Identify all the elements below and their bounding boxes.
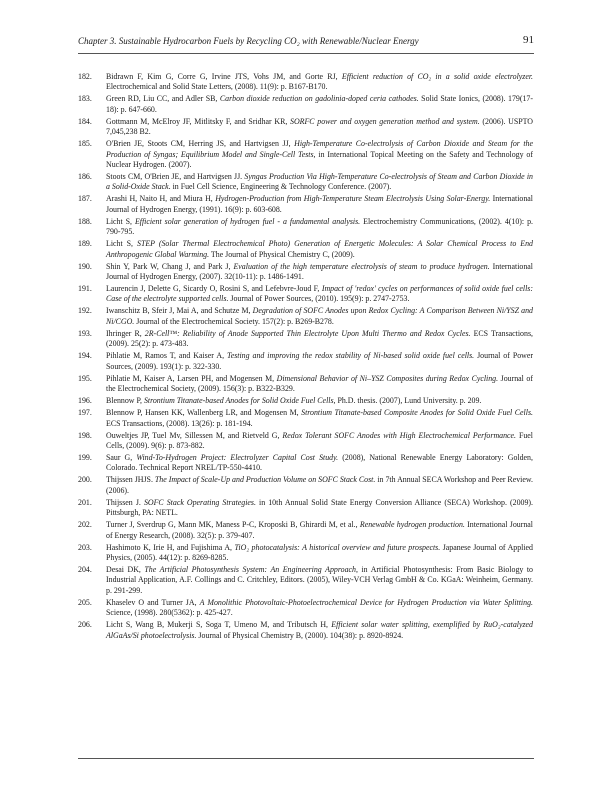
reference-title: Strontium Titanate-based Anodes for Solid Oxide Fuel Cells	[143, 396, 334, 406]
reference-item	[78, 117, 533, 138]
reference-title: Efficient solar water splitting, exemplified by RuO₂-catalyzed AlGaAs/Si photoelectrolysis.	[106, 620, 533, 640]
reference-title: 2R-Cell™: Reliability of Anode Supported Thin Electrolyte Upon Multi Thermo and Redox Cycles.	[144, 328, 471, 338]
reference-number: 190.	[78, 261, 92, 271]
reference-number: 199.	[78, 452, 92, 462]
reference-item	[78, 139, 533, 170]
reference-source: (2006). USPTO 7,045,238 B2.	[106, 116, 533, 137]
reference-item	[78, 431, 533, 452]
reference-item	[78, 598, 533, 619]
reference-authors: Licht S,	[106, 216, 135, 226]
reference-authors: Arashi H, Naito H, and Miura H,	[106, 194, 216, 204]
header-rule	[78, 53, 534, 54]
reference-title: SORFC power and oxygen generation method and system.	[290, 116, 480, 126]
reference-title: SOFC Stack Operating Strategies.	[143, 497, 256, 507]
reference-authors: Thijssen J.	[106, 497, 144, 507]
reference-title: Efficient reduction of CO₂ in a solid oxide electrolyzer.	[341, 72, 533, 81]
reference-item	[78, 396, 533, 406]
reference-authors: Desai DK,	[106, 564, 145, 574]
reference-title: Renewable hydrogen production.	[359, 520, 465, 530]
reference-title: Carbon dioxide reduction on gadolinia-doped ceria cathodes.	[219, 94, 419, 104]
reference-title: Strontium Titanate-based Composite Anodes for Solid Oxide Fuel Cells.	[301, 408, 533, 418]
reference-authors: Ihringer R,	[106, 328, 145, 338]
reference-number: 206.	[78, 620, 92, 630]
reference-title: Testing and improving the redox stability of Ni-based solid oxide fuel cells.	[227, 351, 475, 361]
reference-source: Journal of Power Sources, (2010). 195(9): p. 2747-2753.	[228, 294, 410, 304]
reference-number: 183.	[78, 94, 92, 104]
reference-source: , in International Topical Meeting on the Safety and Technology of Nuclear Hydrogen. (2007).	[106, 149, 533, 170]
reference-authors: Saur G,	[106, 452, 137, 462]
reference-source: Electrochemistry Communications, (2002). 4(10): p. 790-795.	[106, 216, 533, 237]
chapter-title: Chapter 3. Sustainable Hydrocarbon Fuels by Recycling CO₂ with Renewable/Nuclear Energy	[78, 36, 419, 46]
reference-item	[78, 284, 533, 305]
reference-item	[78, 543, 533, 564]
reference-number: 196.	[78, 396, 92, 406]
reference-title: Evaluation of the high temperature electrolysis of steam to produce hydrogen.	[233, 261, 490, 271]
reference-authors: Thijssen JHJS.	[106, 475, 155, 485]
reference-source: The Journal of Physical Chemistry C, (2009).	[209, 249, 355, 259]
reference-item	[78, 72, 533, 93]
reference-source: International Journal of Hydrogen Energy, (2007). 32(10-11): p. 1486-1491.	[106, 261, 533, 282]
reference-title: The Artificial Photosynthesis System: An Engineering Approach	[144, 564, 356, 574]
reference-item	[78, 306, 533, 327]
reference-title: Dimensional Behavior of Ni–YSZ Composites during Redox Cycling.	[276, 373, 499, 383]
reference-authors: Bidrawn F, Kim G, Corre G, Irvine JTS, Vohs JM, and Gorte RJ,	[106, 72, 342, 81]
reference-title: Wind-To-Hydrogen Project: Electrolyzer Capital Cost Study.	[136, 452, 339, 462]
reference-number: 193.	[78, 328, 92, 338]
reference-source: International Journal of Hydrogen Energy, (1991). 16(9): p. 603-608.	[106, 194, 533, 214]
reference-item	[78, 194, 533, 215]
reference-number: 186.	[78, 172, 92, 182]
reference-source: International Journal of Energy Research, (2008). 32(5): p. 379-407.	[106, 520, 533, 540]
reference-item	[78, 374, 533, 395]
reference-number: 192.	[78, 306, 92, 316]
reference-item	[78, 329, 533, 350]
reference-number: 188.	[78, 216, 92, 226]
reference-number: 204.	[78, 564, 92, 574]
reference-item	[78, 408, 533, 429]
reference-title: TiO₂ photocatalysis: A historical overview and future prospects.	[234, 542, 441, 552]
reference-number: 198.	[78, 430, 92, 440]
reference-title: Degradation of SOFC Anodes upon Redox Cycling: A Comparison Between Ni/YSZ and Ni/CGO.	[106, 306, 533, 326]
reference-source: ECS Transactions, (2008). 13(26): p. 181-194.	[106, 418, 253, 428]
reference-number: 205.	[78, 597, 92, 607]
reference-source: in 7th Annual SECA Workshop and Peer Review. (2006).	[106, 475, 533, 495]
reference-authors: Pihlatie M, Ramos T, and Kaiser A,	[106, 351, 228, 361]
reference-authors: Ouweltjes JP, Tuel Mv, Sillessen M, and Rietveld G,	[106, 430, 283, 440]
reference-number: 197.	[78, 408, 92, 418]
reference-authors: Turner J, Sverdrup G, Mann MK, Maness P-C, Kroposki B, Ghirardi M, et al.,	[106, 520, 360, 530]
reference-number: 191.	[78, 284, 92, 294]
page-number: 91	[523, 34, 534, 46]
reference-number: 202.	[78, 520, 92, 530]
reference-source: Fuel Cells, (2009). 9(6): p. 873-882.	[106, 430, 533, 450]
reference-title: STEP (Solar Thermal Electrochemical Photo) Generation of Energetic Molecules: A Solar Chemical Process to End Anthropogenic Global Warming.	[106, 239, 533, 259]
reference-title: Syngas Production Via High-Temperature Co-electrolysis of Steam and Carbon Dioxide in a Solid-Oxide Stack	[106, 172, 533, 192]
reference-item	[78, 498, 533, 519]
reference-source: , Ph.D. thesis. (2007), Lund University. p. 209.	[333, 396, 482, 406]
reference-number: 194.	[78, 351, 92, 361]
reference-title: Impact of 'redox' cycles on performances of solid oxide fuel cells: Case of the electrolyte supported cells.	[106, 284, 533, 304]
reference-source: Journal of Power Sources, (2009). 193(1): p. 322-330.	[106, 351, 534, 371]
reference-authors: Pihlatie M, Kaiser A, Larsen PH, and Mogensen M,	[106, 373, 277, 383]
reference-number: 184.	[78, 116, 92, 126]
reference-number: 200.	[78, 475, 92, 485]
reference-item	[78, 262, 533, 283]
reference-authors: Shin Y, Park W, Chang J, and Park J,	[106, 261, 234, 271]
reference-authors: Laurencin J, Delette G, Sicardy O, Rosini S, and Lefebvre-Joud F,	[106, 284, 322, 294]
reference-item	[78, 217, 533, 238]
reference-title: Redox Tolerant SOFC Anodes with High Electrochemical Performance.	[282, 430, 517, 440]
reference-authors: Iwanschitz B, Sfeir J, Mai A, and Schutze M,	[106, 306, 253, 316]
reference-item	[78, 351, 533, 372]
reference-authors: Licht S, Wang B, Mukerji S, Soga T, Umeno M, and Tributsch H,	[106, 620, 332, 630]
reference-source: Science, (1998). 280(5362): p. 425-427.	[106, 608, 233, 618]
reference-authors: Licht S,	[106, 239, 137, 249]
reference-number: 185.	[78, 139, 92, 149]
reference-source: Journal of Physical Chemistry B, (2000). 104(38): p. 8920-8924.	[196, 630, 404, 640]
footer-rule	[78, 758, 534, 759]
reference-number: 195.	[78, 373, 92, 383]
reference-number: 203.	[78, 542, 92, 552]
reference-source: (2008), National Renewable Energy Laboratory: Golden, Colorado. Technical Report NREL/TP-550-4410.	[106, 452, 533, 473]
reference-authors: O'Brien JE, Stoots CM, Herring JS, and Hartvigsen JJ,	[106, 139, 295, 149]
reference-title: Efficient solar generation of hydrogen fuel - a fundamental analysis.	[134, 216, 361, 226]
reference-source: , in Artificial Photosynthesis: From Basic Biology to Industrial Application, A.F. Collings and C. Critchley, Editors. (2005), Wiley-VCH Verlag GmbH & Co. KGaA: Weinheim, Germany. p. 291-299.	[106, 564, 534, 595]
reference-number: 182.	[78, 72, 92, 81]
reference-authors: Hashimoto K, Irie H, and Fujishima A,	[106, 542, 235, 552]
reference-item	[78, 94, 533, 115]
reference-authors: Blennow P, Hansen KK, Wallenberg LR, and Mogensen M,	[106, 408, 302, 418]
reference-item	[78, 565, 533, 596]
reference-source: Journal of the Electrochemical Society. 157(2): p. B269-B278.	[134, 316, 334, 326]
reference-number: 187.	[78, 194, 92, 204]
reference-source: Electrochemical and Solid State Letters, (2008). 11(9): p. B167-B170.	[106, 82, 328, 92]
reference-list	[78, 72, 533, 643]
reference-number: 189.	[78, 239, 92, 249]
reference-source: . in Fuel Cell Science, Engineering & Technology Conference. (2007).	[168, 182, 392, 192]
reference-item	[78, 520, 533, 541]
reference-source: Japanese Journal of Applied Physics, (2005). 44(12): p. 8269-8285.	[106, 542, 533, 562]
reference-title: Hydrogen-Production from High-Temperature Steam Electrolysis Using Solar-Energy.	[215, 194, 491, 204]
reference-authors: Khaselev O and Turner JA,	[106, 597, 200, 607]
reference-source: Solid State Ionics, (2008). 179(17-18): p. 647-660.	[106, 94, 533, 114]
reference-title: High-Temperature Co-electrolysis of Carbon Dioxide and Steam for the Production of Syngas; Equilibrium Model and Single-Cell Tests	[106, 139, 533, 159]
reference-title: The Impact of Scale-Up and Production Volume on SOFC Stack Cost.	[154, 475, 376, 485]
reference-item	[78, 239, 533, 260]
reference-item	[78, 453, 533, 474]
reference-source: Journal of the Electrochemical Society, (2009). 156(3): p. B322-B329.	[106, 373, 533, 394]
reference-authors: Stoots CM, O'Brien JE, and Hartvigsen JJ.	[106, 172, 245, 182]
reference-item	[78, 620, 533, 641]
reference-item	[78, 172, 533, 193]
reference-authors: Blennow P,	[106, 396, 144, 406]
reference-source: in 10th Annual Solid State Energy Conversion Alliance (SECA) Workshop. (2009). Pittsburgh, PA: NETL.	[106, 497, 534, 518]
reference-number: 201.	[78, 497, 92, 507]
running-header	[78, 34, 534, 52]
reference-title: A Monolithic Photovoltaic-Photoelectrochemical Device for Hydrogen Production via Water Splitting.	[199, 597, 533, 607]
reference-authors: Green RD, Liu CC, and Adler SB,	[106, 94, 220, 104]
reference-item	[78, 475, 533, 496]
reference-source: ECS Transactions, (2009). 25(2): p. 473-483.	[106, 328, 533, 349]
reference-authors: Gottmann M, McElroy JF, Mitlitsky F, and Sridhar KR,	[106, 116, 291, 126]
